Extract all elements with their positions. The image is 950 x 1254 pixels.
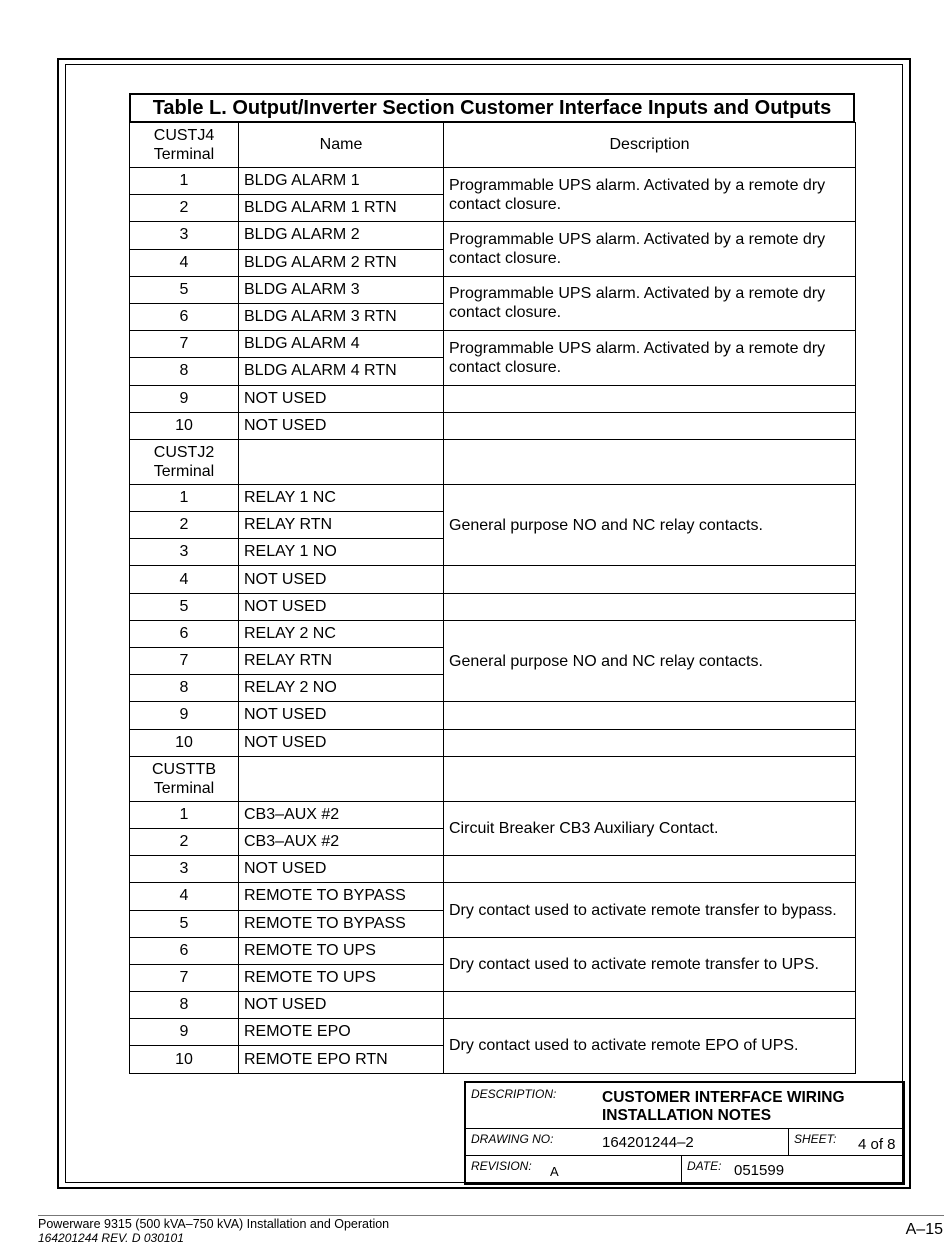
description-cell: Programmable UPS alarm. Activated by a remote dry contact closure. — [444, 168, 856, 222]
terminal-cell: 9 — [130, 1019, 239, 1046]
name-cell: NOT USED — [239, 385, 444, 412]
table-row — [130, 856, 856, 883]
title-block-revision-row — [466, 1155, 903, 1183]
terminal-cell: 4 — [130, 566, 239, 593]
terminal-cell: 3 — [130, 222, 239, 249]
terminal-cell: 3 — [130, 539, 239, 566]
table-row — [130, 385, 856, 412]
description-cell: Programmable UPS alarm. Activated by a remote dry contact closure. — [444, 222, 856, 276]
description-cell: Dry contact used to activate remote transfer to UPS. — [444, 937, 856, 991]
description-cell: General purpose NO and NC relay contacts. — [444, 620, 856, 702]
sheet-value: 4 of 8 — [858, 1136, 896, 1153]
table-row — [130, 566, 856, 593]
name-cell: CB3–AUX #2 — [239, 828, 444, 855]
terminal-cell: 10 — [130, 729, 239, 756]
name-cell: NOT USED — [239, 702, 444, 729]
terminal-cell: 8 — [130, 992, 239, 1019]
page-number: A–15 — [905, 1221, 943, 1238]
description-line-1: CUSTOMER INTERFACE WIRING — [602, 1089, 845, 1106]
footer-manual-title: Powerware 9315 (500 kVA–750 kVA) Installation and Operation — [38, 1217, 390, 1231]
section-terminal-header: CUSTJ2 Terminal — [130, 439, 239, 484]
description-cell: Programmable UPS alarm. Activated by a remote dry contact closure. — [444, 331, 856, 385]
footer-rule — [38, 1215, 944, 1216]
terminal-cell: 10 — [130, 412, 239, 439]
terminal-cell: 2 — [130, 512, 239, 539]
table-row — [130, 729, 856, 756]
terminal-cell: 7 — [130, 331, 239, 358]
name-cell: BLDG ALARM 1 RTN — [239, 195, 444, 222]
section-terminal-header: CUSTTB Terminal — [130, 756, 239, 801]
table-row — [130, 412, 856, 439]
terminal-cell: 1 — [130, 801, 239, 828]
name-cell: REMOTE EPO — [239, 1019, 444, 1046]
table-row — [130, 276, 856, 303]
name-cell: BLDG ALARM 1 — [239, 168, 444, 195]
name-cell: BLDG ALARM 3 RTN — [239, 303, 444, 330]
header-terminal: CUSTJ4 Terminal — [130, 123, 239, 168]
name-cell — [239, 756, 444, 801]
description-cell — [444, 439, 856, 484]
name-cell: RELAY 2 NC — [239, 620, 444, 647]
terminal-cell: 1 — [130, 168, 239, 195]
name-cell: BLDG ALARM 2 RTN — [239, 249, 444, 276]
drawing-no-label: DRAWING NO: — [471, 1132, 554, 1146]
table-title: Table L. Output/Inverter Section Customer Interface Inputs and Outputs — [129, 93, 855, 123]
table-row — [130, 702, 856, 729]
sheet-label: SHEET: — [794, 1132, 837, 1146]
name-cell: RELAY 1 NC — [239, 484, 444, 511]
name-cell: NOT USED — [239, 412, 444, 439]
terminal-cell: 1 — [130, 484, 239, 511]
footer-document-number: 164201244 REV. D 030101 — [38, 1231, 184, 1245]
terminal-cell: 5 — [130, 593, 239, 620]
title-block-description-row — [466, 1083, 903, 1129]
terminal-cell: 4 — [130, 249, 239, 276]
description-cell — [444, 729, 856, 756]
description-cell — [444, 856, 856, 883]
terminal-cell: 2 — [130, 828, 239, 855]
description-cell: Dry contact used to activate remote transfer to bypass. — [444, 883, 856, 937]
name-cell: REMOTE TO BYPASS — [239, 910, 444, 937]
terminal-cell: 9 — [130, 385, 239, 412]
name-cell: BLDG ALARM 4 RTN — [239, 358, 444, 385]
header-name: Name — [239, 123, 444, 168]
terminal-cell: 6 — [130, 303, 239, 330]
terminal-cell: 3 — [130, 856, 239, 883]
name-cell: RELAY RTN — [239, 512, 444, 539]
description-cell — [444, 992, 856, 1019]
section-header-row — [130, 756, 856, 801]
name-cell: NOT USED — [239, 992, 444, 1019]
name-cell: RELAY 2 NO — [239, 675, 444, 702]
name-cell: CB3–AUX #2 — [239, 801, 444, 828]
terminal-cell: 4 — [130, 883, 239, 910]
revision-value: A — [550, 1164, 559, 1179]
terminal-cell: 8 — [130, 358, 239, 385]
terminal-cell: 6 — [130, 620, 239, 647]
drawing-no-value: 164201244–2 — [602, 1134, 694, 1151]
date-label: DATE: — [687, 1159, 722, 1173]
name-cell: REMOTE TO UPS — [239, 937, 444, 964]
terminal-cell: 5 — [130, 910, 239, 937]
description-cell — [444, 756, 856, 801]
terminal-cell: 5 — [130, 276, 239, 303]
table-row — [130, 331, 856, 358]
name-cell: NOT USED — [239, 593, 444, 620]
section-header-row — [130, 439, 856, 484]
header-row — [130, 123, 856, 168]
table-row — [130, 484, 856, 511]
name-cell: BLDG ALARM 4 — [239, 331, 444, 358]
description-cell: Circuit Breaker CB3 Auxiliary Contact. — [444, 801, 856, 855]
table-row — [130, 1019, 856, 1046]
name-cell: NOT USED — [239, 729, 444, 756]
description-cell: Dry contact used to activate remote EPO of UPS. — [444, 1019, 856, 1073]
table-row — [130, 620, 856, 647]
description-cell — [444, 593, 856, 620]
date-value: 051599 — [734, 1162, 785, 1179]
description-cell: Programmable UPS alarm. Activated by a remote dry contact closure. — [444, 276, 856, 330]
name-cell: BLDG ALARM 3 — [239, 276, 444, 303]
table-row — [130, 222, 856, 249]
terminal-cell: 10 — [130, 1046, 239, 1073]
table-row — [130, 168, 856, 195]
table-row — [130, 992, 856, 1019]
description-cell: General purpose NO and NC relay contacts. — [444, 484, 856, 566]
name-cell — [239, 439, 444, 484]
name-cell: RELAY 1 NO — [239, 539, 444, 566]
title-block — [464, 1081, 905, 1185]
terminal-cell: 7 — [130, 648, 239, 675]
table-row — [130, 801, 856, 828]
name-cell: REMOTE TO BYPASS — [239, 883, 444, 910]
name-cell: NOT USED — [239, 566, 444, 593]
divider — [788, 1128, 789, 1155]
terminal-cell: 2 — [130, 195, 239, 222]
revision-label: REVISION: — [471, 1159, 532, 1173]
terminal-cell: 7 — [130, 964, 239, 991]
description-cell — [444, 566, 856, 593]
description-line-2: INSTALLATION NOTES — [602, 1107, 772, 1124]
description-cell — [444, 385, 856, 412]
terminal-cell: 8 — [130, 675, 239, 702]
name-cell: REMOTE TO UPS — [239, 964, 444, 991]
table-row — [130, 883, 856, 910]
terminal-cell: 6 — [130, 937, 239, 964]
header-description: Description — [444, 123, 856, 168]
interface-table — [129, 122, 856, 1074]
description-cell — [444, 702, 856, 729]
description-cell — [444, 412, 856, 439]
description-label: DESCRIPTION: — [471, 1087, 557, 1101]
name-cell: RELAY RTN — [239, 648, 444, 675]
table-row — [130, 937, 856, 964]
name-cell: REMOTE EPO RTN — [239, 1046, 444, 1073]
name-cell: NOT USED — [239, 856, 444, 883]
table-row — [130, 593, 856, 620]
divider — [681, 1155, 682, 1183]
name-cell: BLDG ALARM 2 — [239, 222, 444, 249]
terminal-cell: 9 — [130, 702, 239, 729]
title-block-drawing-row — [466, 1128, 903, 1156]
